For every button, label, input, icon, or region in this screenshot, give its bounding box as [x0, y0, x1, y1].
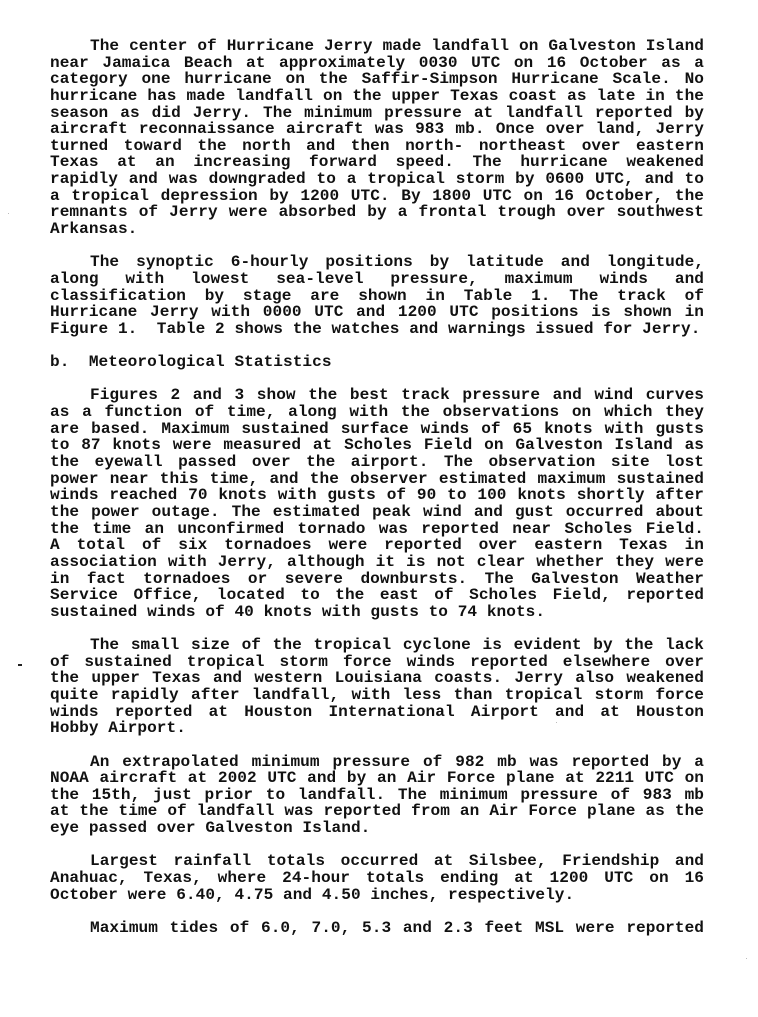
text-line: Arkansas.: [50, 220, 138, 239]
text-line: turned toward the north and then north- northeast over eastern: [50, 136, 704, 155]
text-line: Maximum tides of 6.0, 7.0, 5.3 and 2.3 feet MSL were reported: [90, 918, 704, 937]
text-line: category one hurricane on the Saffir-Simpson Hurricane Scale. No: [50, 70, 704, 89]
text-line: the 15th, just prior to landfall. The minimum pressure of 983 mb: [50, 785, 704, 804]
paragraph-wind-observations: [50, 387, 704, 620]
text-line: winds reached 70 knots with gusts of 90 to 100 knots shortly after: [50, 486, 704, 505]
text-line: along with lowest sea-level pressure, maximum winds and: [50, 269, 704, 288]
scan-mark: [18, 664, 22, 666]
text-line: to 87 knots were measured at Scholes Field on Galveston Island as: [50, 436, 704, 455]
section-heading: b. Meteorological Statistics: [50, 353, 332, 372]
text-line: the time an unconfirmed tornado was reported near Scholes Field.: [50, 519, 704, 538]
text-line: association with Jerry, although it is not clear whether they were: [50, 552, 704, 571]
text-line: Service Office, located to the east of Scholes Field, reported: [50, 586, 704, 605]
text-line: An extrapolated minimum pressure of 982 mb was reported by a: [90, 752, 704, 771]
text-line: rapidly and was downgraded to a tropical storm by 0600 UTC, and to: [50, 170, 704, 189]
text-line: the power outage. The estimated peak wind and gust occurred about: [50, 502, 704, 521]
text-line: remnants of Jerry were absorbed by a frontal trough over southwest: [50, 203, 704, 222]
document-page: [50, 38, 704, 953]
text-line: Largest rainfall totals occurred at Silsbee, Friendship and: [90, 852, 704, 871]
text-line: the upper Texas and western Louisiana coasts. Jerry also weakened: [50, 669, 704, 688]
text-line: Hobby Airport.: [50, 719, 186, 738]
text-line: are based. Maximum sustained surface winds of 65 knots with gusts: [50, 419, 704, 438]
text-line: sustained winds of 40 knots with gusts to 74 knots.: [50, 602, 546, 621]
text-line: the eyewall passed over the airport. The observation site lost: [50, 453, 704, 472]
text-line: eye passed over Galveston Island.: [50, 819, 371, 838]
text-line: Texas at an increasing forward speed. The hurricane weakened: [50, 153, 704, 172]
text-line: The center of Hurricane Jerry made landfall on Galveston Island: [90, 37, 704, 55]
scan-speck: [746, 958, 747, 959]
text-line: quite rapidly after landfall, with less than tropical storm force: [50, 685, 704, 704]
text-line: at the time of landfall was reported from an Air Force plane as the: [50, 802, 704, 821]
paragraph-rainfall: [50, 853, 704, 903]
text-line: winds reported at Houston International Airport and at Houston: [50, 702, 704, 721]
text-line: in fact tornadoes or severe downbursts. The Galveston Weather: [50, 569, 704, 588]
text-line: power near this time, and the observer estimated maximum sustained: [50, 469, 704, 488]
text-line: as a function of time, along with the observations on which they: [50, 403, 704, 422]
text-line: Figure 1. Table 2 shows the watches and warnings issued for Jerry.: [50, 319, 701, 338]
text-line: Hurricane Jerry with 0000 UTC and 1200 UTC positions is shown in: [50, 303, 704, 322]
paragraph-cyclone-size: [50, 637, 704, 737]
text-line: The synoptic 6-hourly positions by latitude and longitude,: [90, 253, 704, 272]
text-line: season as did Jerry. The minimum pressure at landfall reported by: [50, 103, 704, 122]
text-line: aircraft reconnaissance aircraft was 983 mb. Once over land, Jerry: [50, 120, 704, 139]
paragraph-tides: [50, 920, 704, 937]
text-line: hurricane has made landfall on the upper Texas coast as late in the: [50, 86, 704, 105]
text-line: classification by stage are shown in Table 1. The track of: [50, 286, 704, 305]
paragraph-synoptic-positions: [50, 254, 704, 337]
text-line: of sustained tropical storm force winds reported elsewhere over: [50, 652, 704, 671]
scan-speck: [556, 722, 557, 723]
text-line: October were 6.40, 4.75 and 4.50 inches, respectively.: [50, 885, 575, 904]
text-line: Figures 2 and 3 show the best track pressure and wind curves: [90, 386, 704, 405]
text-line: The small size of the tropical cyclone is evident by the lack: [90, 636, 704, 655]
text-line: near Jamaica Beach at approximately 0030 UTC on 16 October as a: [50, 53, 704, 72]
text-line: A total of six tornadoes were reported over eastern Texas in: [50, 536, 704, 555]
paragraph-landfall: [50, 38, 704, 238]
paragraph-minimum-pressure: [50, 754, 704, 837]
text-line: Anahuac, Texas, where 24-hour totals ending at 1200 UTC on 16: [50, 869, 704, 888]
scan-speck: [8, 213, 9, 214]
text-line: a tropical depression by 1200 UTC. By 1800 UTC on 16 October, the: [50, 186, 704, 205]
text-line: NOAA aircraft at 2002 UTC and by an Air Force plane at 2211 UTC on: [50, 769, 704, 788]
